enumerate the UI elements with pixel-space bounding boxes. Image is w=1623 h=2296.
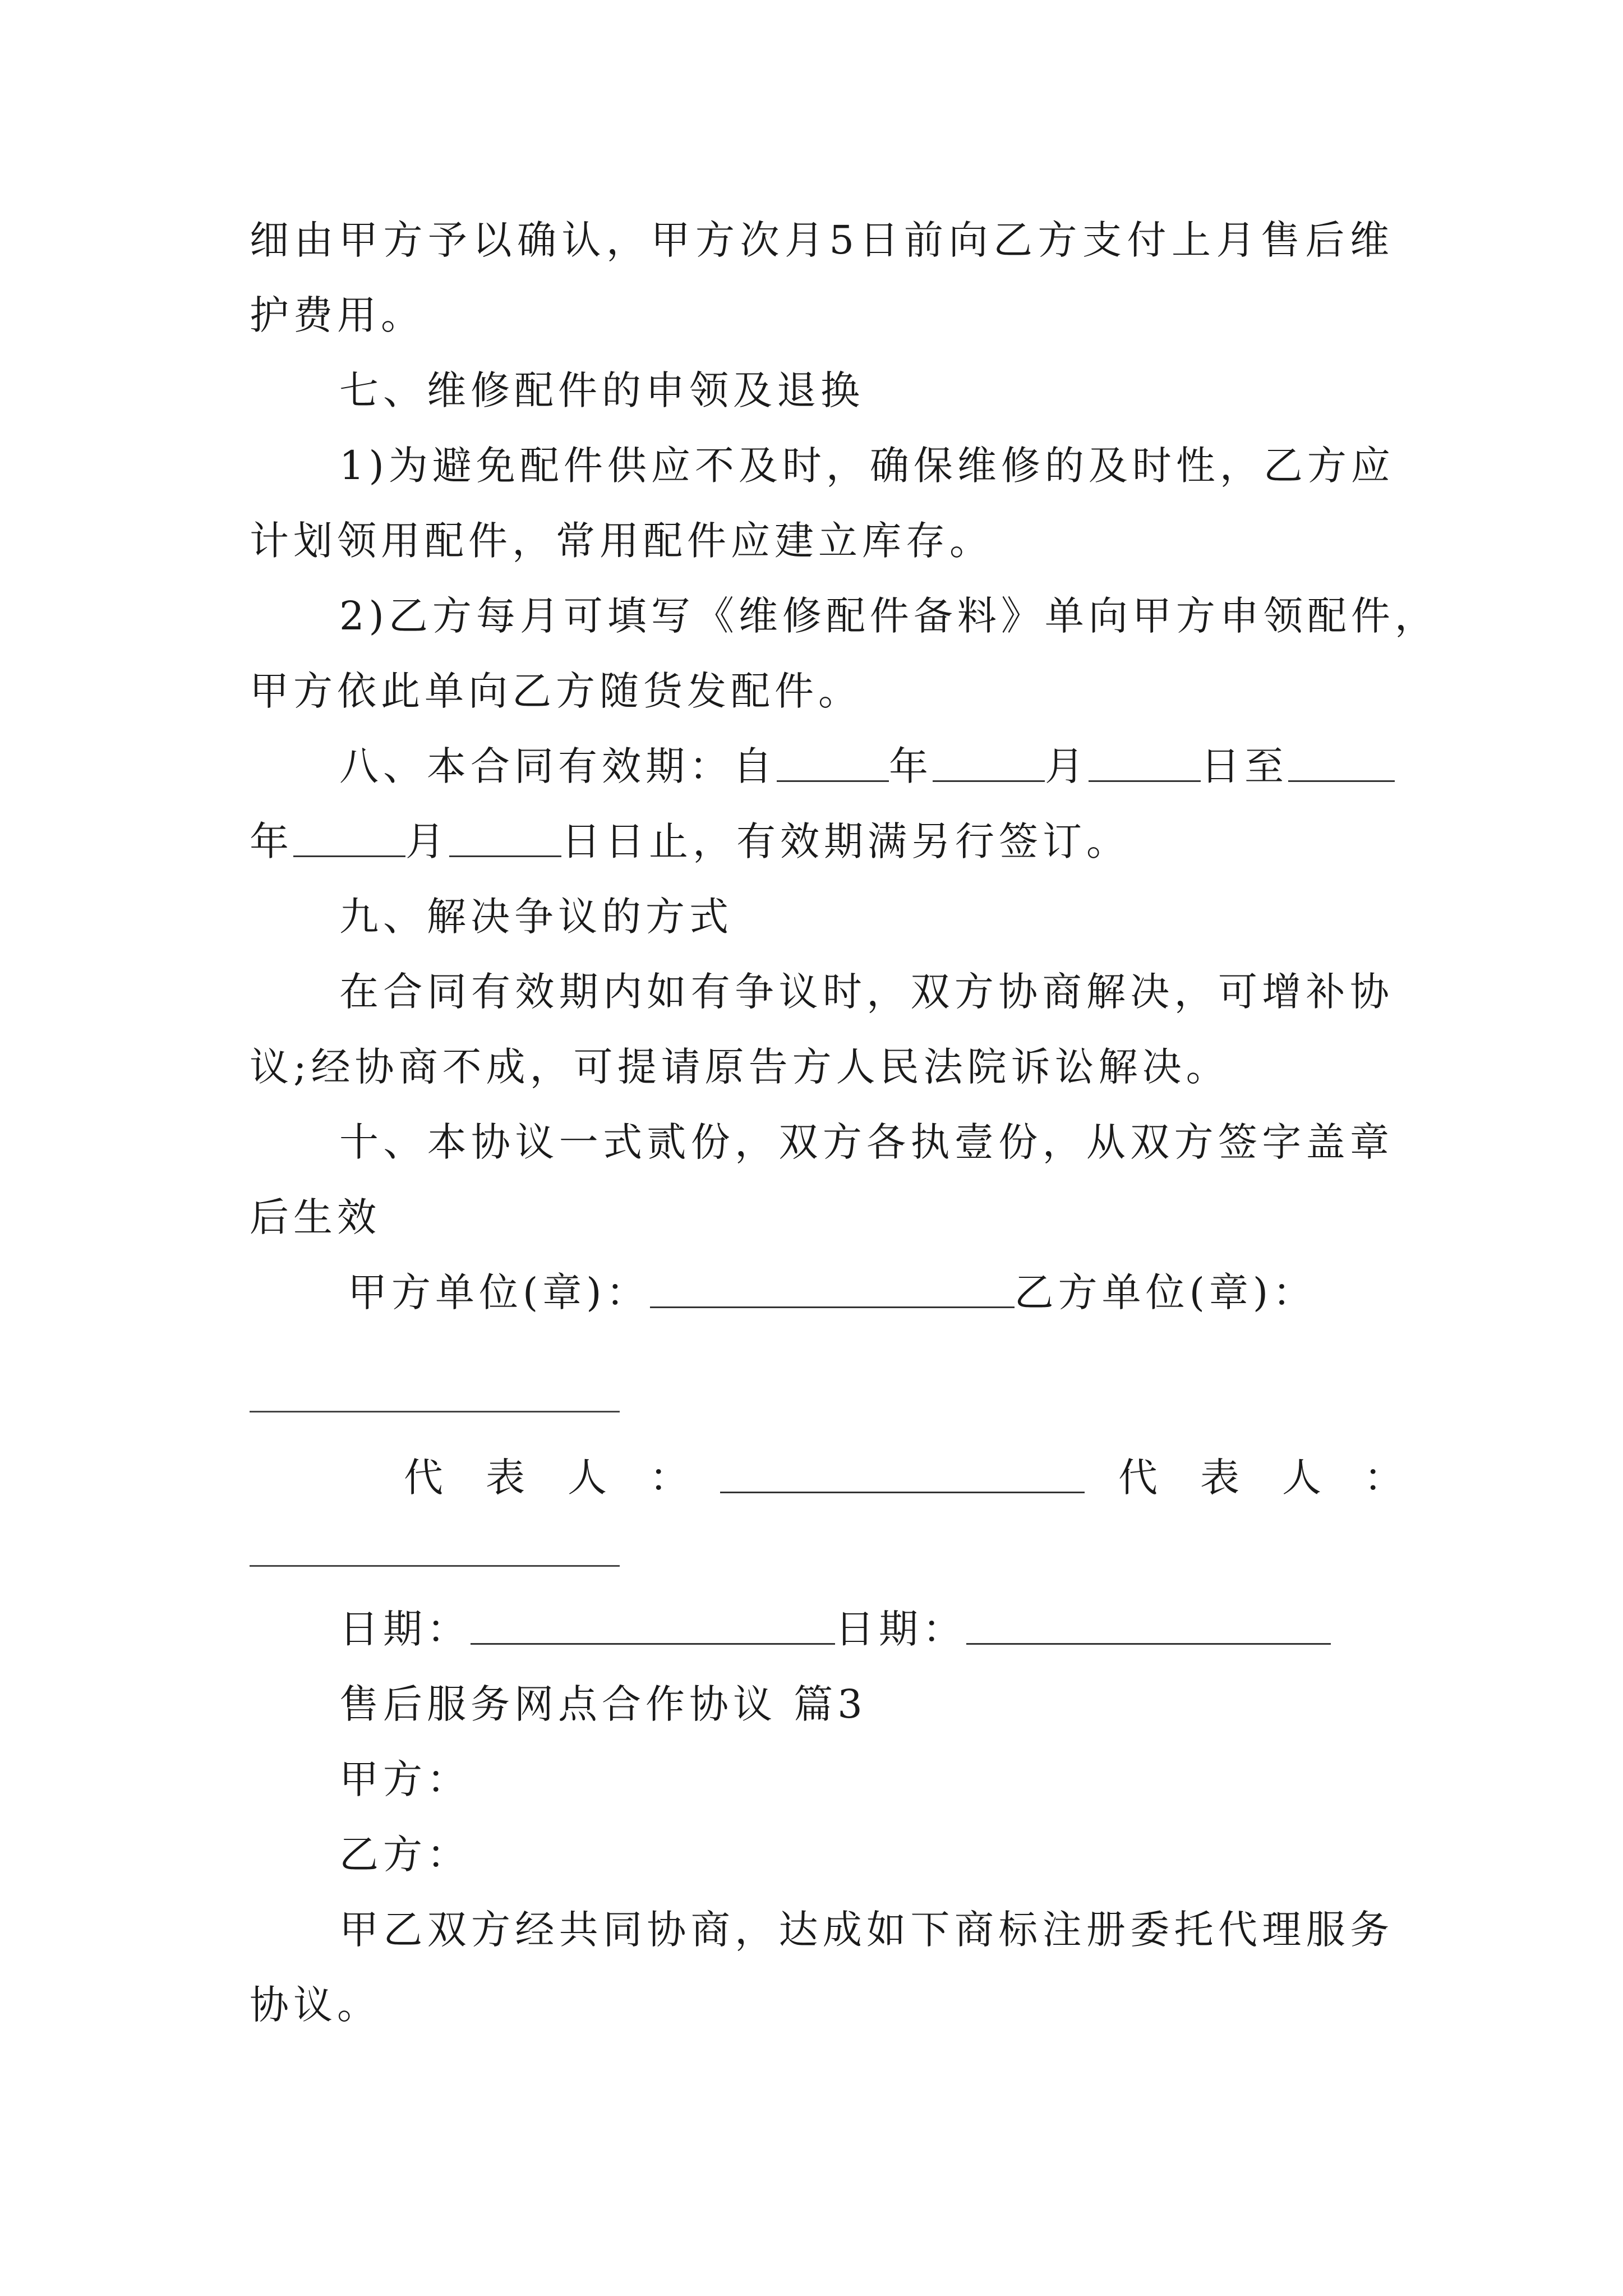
- party-b-rep-label: 代表人：: [1118, 1455, 1446, 1501]
- paragraph-line: 细由甲方予以确认，甲方次月5日前向乙方支付上月售后维: [250, 217, 1394, 263]
- signature-unit-line: [348, 1264, 1396, 1320]
- end-year-blank[interactable]: [1288, 741, 1395, 782]
- paragraph-line: 议;经协商不成，可提请原告方人民法院诉讼解决。: [250, 1044, 1230, 1090]
- party-b-date-label: 日期：: [835, 1606, 966, 1652]
- paragraph-line: 护费用。: [250, 292, 425, 338]
- party-a-unit-blank[interactable]: [650, 1267, 1015, 1308]
- end-day-blank[interactable]: [449, 816, 561, 857]
- paragraph-line: 后生效: [250, 1194, 381, 1240]
- paragraph-line: 在合同有效期内如有争议时，双方协商解决，可增补协: [339, 969, 1394, 1015]
- year-blank[interactable]: [777, 741, 889, 782]
- validity-line: [339, 738, 1394, 794]
- paragraph-line: 甲乙双方经共同协商，达成如下商标注册委托代理服务: [339, 1907, 1394, 1953]
- day-blank[interactable]: [1089, 741, 1201, 782]
- party-a-line: 甲方：: [339, 1756, 471, 1802]
- section-heading: 七、维修配件的申领及退换: [339, 367, 864, 413]
- paragraph-line: 甲方依此单向乙方随货发配件。: [250, 668, 862, 714]
- party-b-line: 乙方：: [339, 1832, 471, 1878]
- day-to-label: 日至: [1201, 743, 1288, 789]
- validity-end-text: 日日止，有效期满另行签订。: [561, 818, 1130, 864]
- month-label: 月: [1045, 743, 1089, 789]
- paragraph-line: 计划领用配件，常用配件应建立库存。: [250, 518, 993, 564]
- party-b-unit-blank[interactable]: [250, 1411, 620, 1412]
- party-a-date-label: 日期：: [339, 1606, 471, 1652]
- party-a-date-blank[interactable]: [471, 1604, 835, 1645]
- party-b-date-blank[interactable]: [966, 1604, 1331, 1645]
- paragraph-line: 1)为避免配件供应不及时，确保维修的及时性，乙方应: [339, 443, 1395, 489]
- paragraph-line: 十、本协议一式贰份，双方各执壹份，从双方签字盖章: [339, 1119, 1394, 1165]
- paragraph-line: 协议。: [250, 1982, 381, 2028]
- month-blank[interactable]: [933, 741, 1045, 782]
- party-b-rep-blank[interactable]: [250, 1565, 620, 1567]
- month-label: 月: [405, 818, 449, 864]
- party-a-unit-label: 甲方单位(章)：: [348, 1269, 650, 1315]
- end-month-blank[interactable]: [293, 816, 405, 857]
- year-label: 年: [250, 818, 293, 864]
- validity-label: 八、本合同有效期：自: [339, 743, 777, 789]
- signature-date-line: [339, 1601, 1394, 1657]
- signature-rep-line: [404, 1450, 1446, 1506]
- year-label: 年: [889, 743, 933, 789]
- party-a-rep-blank[interactable]: [720, 1452, 1085, 1493]
- party-b-unit-label: 乙方单位(章)：: [1014, 1269, 1317, 1315]
- paragraph-line: 2)乙方每月可填写《维修配件备料》单向甲方申领配件，: [339, 593, 1438, 639]
- agreement-title: 售后服务网点合作协议 篇3: [339, 1681, 867, 1727]
- section-heading: 九、解决争议的方式: [339, 894, 733, 940]
- validity-line-cont: [250, 813, 1394, 869]
- party-a-rep-label: 代表人：: [404, 1455, 731, 1501]
